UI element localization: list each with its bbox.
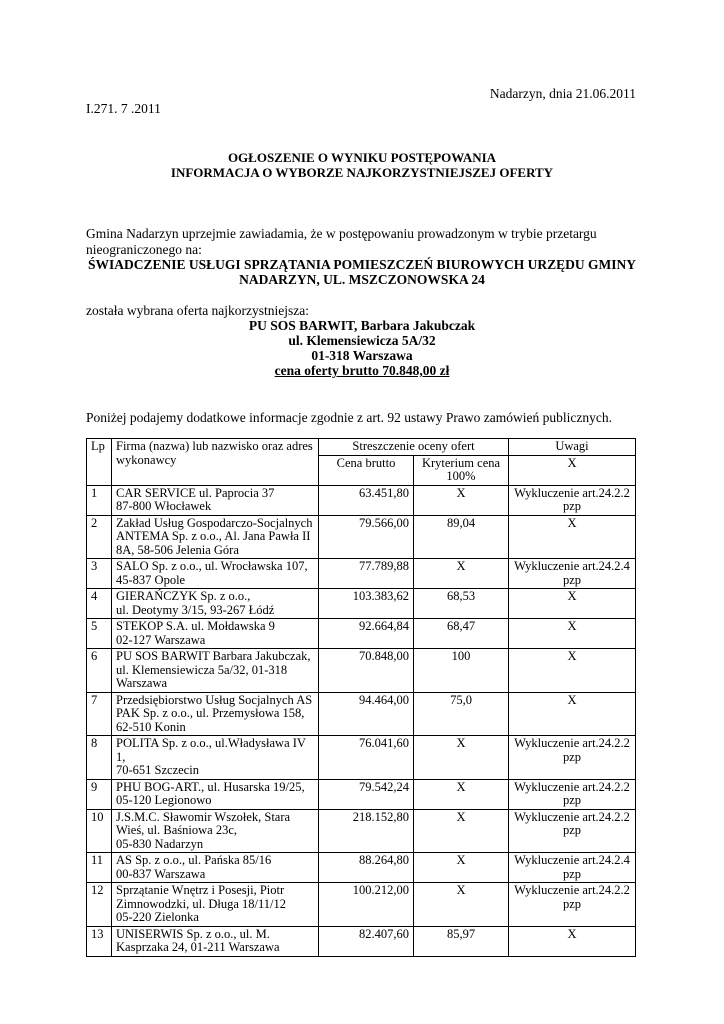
title-information: INFORMACJA O WYBORZE NAJKORZYSTNIEJSZEJ OFERTY (170, 165, 554, 180)
document-date: Nadarzyn, dnia 21.06.2011 (489, 86, 636, 101)
row-lp: 2 (87, 515, 112, 559)
table-row (87, 649, 636, 693)
row-criterion: X (414, 485, 509, 515)
row-notes: Wykluczenie art.24.2.2 pzp (509, 736, 636, 780)
row-notes: Wykluczenie art.24.2.2 pzp (509, 485, 636, 515)
table-row (87, 779, 636, 809)
info-line: Poniżej podajemy dodatkowe informacje zgodnie z art. 92 ustawy Prawo zamówień publicznych. (86, 410, 612, 425)
row-criterion: X (414, 736, 509, 780)
row-firm: UNISERWIS Sp. z o.o., ul. M. Kasprzaka 24, 01-211 Warszawa (112, 926, 319, 956)
row-notes: X (509, 515, 636, 559)
row-notes: Wykluczenie art.24.2.2 pzp (509, 809, 636, 853)
row-firm: STEKOP S.A. ul. Mołdawska 9 02-127 Warszawa (112, 619, 319, 649)
header-price: Cena brutto (319, 455, 414, 485)
winner-intro: została wybrana oferta najkorzystniejsza: (86, 303, 310, 318)
row-firm: PU SOS BARWIT Barbara Jakubczak, ul. Klemensiewicza 5a/32, 01-318 Warszawa (112, 649, 319, 693)
row-lp: 6 (87, 649, 112, 693)
row-lp: 9 (87, 779, 112, 809)
row-lp: 11 (87, 853, 112, 883)
row-notes: X (509, 619, 636, 649)
row-notes: Wykluczenie art.24.2.4 pzp (509, 853, 636, 883)
row-criterion: X (414, 779, 509, 809)
row-lp: 13 (87, 926, 112, 956)
row-lp: 8 (87, 736, 112, 780)
winner-price (0, 363, 724, 379)
row-notes: X (509, 692, 636, 736)
row-criterion: X (414, 559, 509, 589)
winner-name: PU SOS BARWIT, Barbara Jakubczak (248, 318, 476, 333)
table-row (87, 692, 636, 736)
table-row (87, 559, 636, 589)
row-criterion: X (414, 883, 509, 927)
row-price: 100.212,00 (319, 883, 414, 927)
header-summary: Streszczenie oceny ofert (319, 439, 509, 456)
row-lp: 10 (87, 809, 112, 853)
row-notes: X (509, 649, 636, 693)
winner-city: 01-318 Warszawa (311, 348, 413, 363)
row-notes: Wykluczenie art.24.2.2 pzp (509, 779, 636, 809)
row-lp: 1 (87, 485, 112, 515)
row-price: 82.407,60 (319, 926, 414, 956)
row-criterion: X (414, 809, 509, 853)
subject-line-1: ŚWIADCZENIE USŁUGI SPRZĄTANIA POMIESZCZEŃ BIUROWYCH URZĘDU GMINY (87, 257, 637, 272)
row-firm: Zakład Usług Gospodarczo-Socjalnych ANTEMA Sp. z o.o., Al. Jana Pawła II 8A, 58-506 Jelenia Góra (112, 515, 319, 559)
row-criterion: 85,97 (414, 926, 509, 956)
table-row (87, 926, 636, 956)
row-firm: SALO Sp. z o.o., ul. Wrocławska 107, 45-837 Opole (112, 559, 319, 589)
table-row (87, 736, 636, 780)
header-lp: Lp (87, 439, 112, 486)
row-lp: 3 (87, 559, 112, 589)
table-header-row (87, 439, 636, 456)
row-price: 63.451,80 (319, 485, 414, 515)
row-price: 76.041,60 (319, 736, 414, 780)
results-table (86, 438, 636, 957)
table-row (87, 589, 636, 619)
row-price: 218.152,80 (319, 809, 414, 853)
table-body (87, 485, 636, 956)
row-notes: X (509, 589, 636, 619)
row-lp: 12 (87, 883, 112, 927)
reference-number: I.271. 7 .2011 (86, 101, 161, 116)
row-notes: X (509, 926, 636, 956)
row-price: 77.789,88 (319, 559, 414, 589)
table-row (87, 485, 636, 515)
row-lp: 7 (87, 692, 112, 736)
header-notes: Uwagi (509, 439, 636, 456)
row-firm: POLITA Sp. z o.o., ul.Władysława IV 1, 70-651 Szczecin (112, 736, 319, 780)
title-announcement: OGŁOSZENIE O WYNIKU POSTĘPOWANIA (227, 150, 497, 165)
row-firm: PHU BOG-ART., ul. Husarska 19/25, 05-120 Legionowo (112, 779, 319, 809)
row-firm: Sprzątanie Wnętrz i Posesji, Piotr Zimnowodzki, ul. Długa 18/11/12 05-220 Zielonka (112, 883, 319, 927)
row-criterion: 75,0 (414, 692, 509, 736)
row-firm: AS Sp. z o.o., ul. Pańska 85/16 00-837 Warszawa (112, 853, 319, 883)
row-price: 103.383,62 (319, 589, 414, 619)
row-criterion: 68,47 (414, 619, 509, 649)
intro-text: Gmina Nadarzyn uprzejmie zawiadamia, że w postępowaniu prowadzonym w trybie przetargu nieograniczonego na: (86, 226, 597, 257)
row-lp: 4 (87, 589, 112, 619)
row-lp: 5 (87, 619, 112, 649)
table-row (87, 515, 636, 559)
row-price: 79.542,24 (319, 779, 414, 809)
row-firm: CAR SERVICE ul. Paprocia 37 87-800 Włocławek (112, 485, 319, 515)
row-firm: Przedsiębiorstwo Usług Socjalnych AS PAK Sp. z o.o., ul. Przemysłowa 158, 62-510 Konin (112, 692, 319, 736)
row-price: 70.848,00 (319, 649, 414, 693)
table-row (87, 809, 636, 853)
row-price: 79.566,00 (319, 515, 414, 559)
row-price: 92.664,84 (319, 619, 414, 649)
row-criterion: X (414, 853, 509, 883)
winner-price-text: cena oferty brutto 70.848,00 zł (274, 363, 450, 378)
row-firm: GIERAŃCZYK Sp. z o.o., ul. Deotymy 3/15, 93-267 Łódź (112, 589, 319, 619)
row-criterion: 100 (414, 649, 509, 693)
row-firm: J.S.M.C. Sławomir Wszołek, Stara Wieś, ul. Baśniowa 23c, 05-830 Nadarzyn (112, 809, 319, 853)
header-notes-sub: X (509, 455, 636, 485)
winner-street: ul. Klemensiewicza 5A/32 (288, 333, 436, 348)
row-price: 94.464,00 (319, 692, 414, 736)
row-criterion: 68,53 (414, 589, 509, 619)
row-price: 88.264,80 (319, 853, 414, 883)
table-row (87, 619, 636, 649)
table-row (87, 853, 636, 883)
row-notes: Wykluczenie art.24.2.2 pzp (509, 883, 636, 927)
row-notes: Wykluczenie art.24.2.4 pzp (509, 559, 636, 589)
header-firm: Firma (nazwa) lub nazwisko oraz adres wykonawcy (112, 439, 319, 486)
row-criterion: 89,04 (414, 515, 509, 559)
table-row (87, 883, 636, 927)
subject-line-2: NADARZYN, UL. MSZCZONOWSKA 24 (239, 272, 485, 287)
header-criterion: Kryterium cena 100% (414, 455, 509, 485)
